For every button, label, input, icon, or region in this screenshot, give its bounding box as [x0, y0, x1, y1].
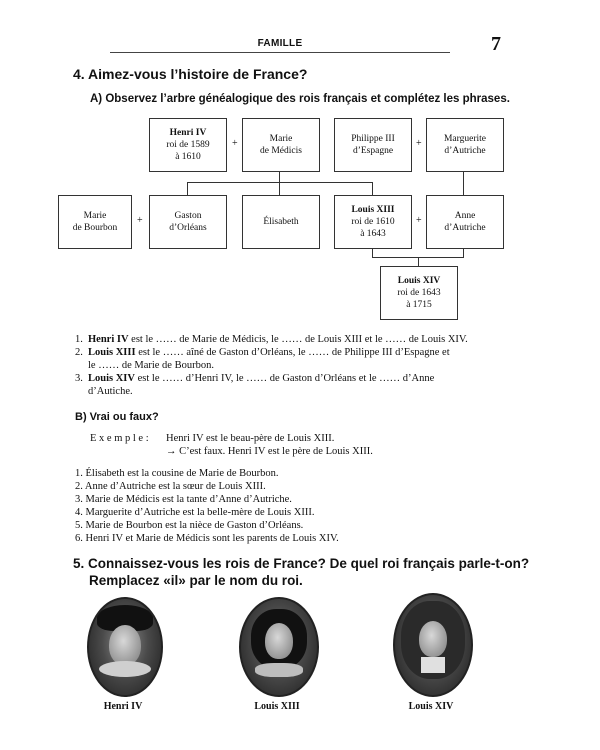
list-item: 2. Anne d’Autriche est la sœur de Louis XIII. [75, 481, 266, 492]
list-item: 2. Louis XIII est le …… aîné de Gaston d’Orléans, le …… de Philippe III d’Espagne et [75, 347, 450, 358]
louis-xiv-reign-end: à 1715 [406, 300, 432, 310]
henri-iv-reign-end: à 1610 [175, 152, 201, 162]
box-gaston-d-orleans [149, 195, 227, 249]
portrait-caption-louis-xiv: Louis XIV [408, 701, 454, 712]
connector-line [279, 171, 280, 182]
louis-xiii-reign-end: à 1643 [360, 229, 386, 239]
anne-line1: Anne [454, 211, 476, 221]
plus-sign: + [137, 215, 143, 226]
box-louis-xiii [334, 195, 412, 249]
example-line-1: Henri IV est le beau-père de Louis XIII. [166, 433, 335, 444]
portrait-louis-xiii-image [239, 597, 319, 697]
marguerite-line1: Marguerite [443, 134, 487, 144]
marie-bourbon-line1: Marie [83, 211, 107, 221]
portrait-caption-louis-xiii: Louis XIII [254, 701, 300, 712]
list-item: 1. Élisabeth est la cousine de Marie de Bourbon. [75, 468, 279, 479]
list-item-continuation: le …… de Marie de Bourbon. [88, 360, 214, 371]
connector-line [463, 248, 464, 258]
part-b-title: B) Vrai ou faux? [75, 411, 159, 423]
plus-sign: + [416, 138, 422, 149]
page-number: 7 [491, 33, 501, 55]
elisabeth-line1: Élisabeth [263, 217, 299, 227]
louis-xiii-reign-start: roi de 1610 [351, 217, 395, 227]
box-anne-d-autriche [426, 195, 504, 249]
plus-sign: + [232, 138, 238, 149]
philippe-line1: Philippe III [351, 134, 395, 144]
gaston-line1: Gaston [174, 211, 202, 221]
portrait-henri-iv-image [87, 597, 163, 697]
connector-line [463, 171, 464, 195]
louis-xiv-reign-start: roi de 1643 [397, 288, 441, 298]
section-5-title-line1: 5. Connaissez-vous les rois de France? De quel roi français parle-t-on? [73, 556, 530, 571]
header-rule [110, 52, 450, 53]
connector-line [187, 182, 188, 195]
list-item: 3. Marie de Médicis est la tante d’Anne d’Autriche. [75, 494, 292, 505]
marguerite-line2: d’Autriche [444, 146, 486, 156]
list-item: 1. Henri IV est le …… de Marie de Médicis, le …… de Louis XIII et le …… de Louis XIV. [75, 334, 468, 345]
example-label: E x e m p l e : [90, 433, 149, 444]
henri-iv-reign-start: roi de 1589 [166, 140, 210, 150]
part-a-title: A) Observez l’arbre généalogique des rois français et complétez les phrases. [90, 93, 510, 105]
list-item: 4. Marguerite d’Autriche est la belle-mère de Louis XIII. [75, 507, 315, 518]
connector-line [279, 182, 280, 195]
connector-line [418, 257, 419, 266]
section-5-title-line2: Remplacez «il» par le nom du roi. [89, 573, 303, 588]
list-item-continuation: d’Autiche. [88, 386, 133, 397]
henri-iv-name: Henri IV [169, 128, 207, 138]
box-elisabeth [242, 195, 320, 249]
philippe-line2: d’Espagne [352, 146, 394, 156]
gaston-line2: d’Orléans [169, 223, 207, 233]
section-4-title: 4. Aimez-vous l’histoire de France? [73, 66, 308, 82]
connector-line [187, 182, 373, 183]
example-line-2: → C’est faux. Henri IV est le père de Louis XIII. [166, 446, 373, 457]
box-philippe-iii [334, 118, 412, 172]
box-louis-xiv [380, 266, 458, 320]
louis-xiv-name: Louis XIV [397, 276, 441, 286]
box-marie-de-medicis [242, 118, 320, 172]
portrait-caption-henri-iv: Henri IV [103, 701, 143, 712]
box-marie-de-bourbon [58, 195, 132, 249]
marie-medicis-line1: Marie [269, 134, 293, 144]
list-item: 6. Henri IV et Marie de Médicis sont les parents de Louis XIV. [75, 533, 339, 544]
box-marguerite-d-autriche [426, 118, 504, 172]
running-header: FAMILLE [257, 38, 303, 49]
portrait-louis-xiv-image [393, 593, 473, 697]
anne-line2: d’Autriche [444, 223, 486, 233]
box-henri-iv [149, 118, 227, 172]
connector-line [372, 182, 373, 195]
marie-medicis-line2: de Médicis [260, 146, 302, 156]
marie-bourbon-line2: de Bourbon [72, 223, 118, 233]
louis-xiii-name: Louis XIII [351, 205, 395, 215]
plus-sign: + [416, 215, 422, 226]
list-item: 5. Marie de Bourbon est la nièce de Gaston d’Orléans. [75, 520, 304, 531]
list-item: 3. Louis XIV est le …… d’Henri IV, le …… de Gaston d’Orléans et le …… d’Anne [75, 373, 435, 384]
